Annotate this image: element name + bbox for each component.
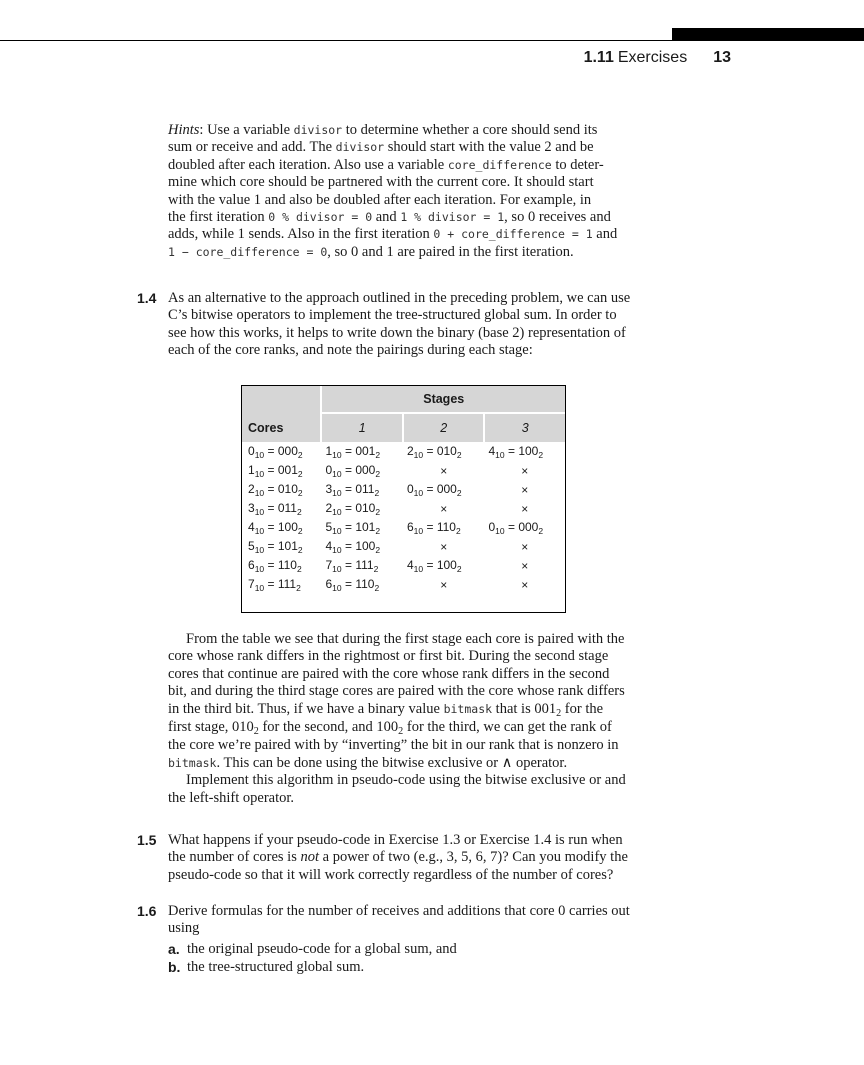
binary-value: 010 [277,482,298,496]
subscript: 2 [398,726,404,738]
decimal-value: 0 [248,444,255,458]
decimal-value: 0 [406,482,414,496]
table-row [242,537,565,556]
partner-cell: $0_{10} = 000_2$ [325,463,381,479]
decimal-value: 4 [248,520,255,534]
text-run: doubled after each iteration. Also use a variable [168,156,448,173]
header-rule [0,40,864,41]
text-line: cores that continue are paired with the core whose rank differs in the second [168,665,610,682]
pairing-table [241,385,566,613]
code-expression: 0 % divisor = 0 [268,210,373,225]
no-pair-cell: × [521,539,529,554]
decimal-value: 4 [488,444,496,458]
text-run: the number of cores is [168,849,301,866]
exercise-number: 1.5 [137,832,157,848]
list-label-a: a. [168,941,180,957]
decimal-value: 1 [248,463,255,477]
binary-value: 100 [518,444,539,458]
stage-1-header: 1 [321,413,403,442]
text-line: Derive formulas for the number of receives and additions that core 0 carries out [168,903,630,919]
list-item-b: the tree-structured global sum. [187,959,365,975]
core-rank-cell: $3_{10} = 011_2$ [248,501,302,517]
binary-value: 101 [277,539,298,553]
hints-line: mine which core should be partnered with the current core. It should start [168,174,594,191]
text-run: that is 001 [492,700,557,717]
text-line: each of the core ranks, and note the pairings during each stage: [168,342,533,359]
no-pair-cell: × [521,558,529,573]
hints-line [168,244,672,261]
text-line: the left-shift operator. [168,789,295,806]
text-run: and [592,226,618,243]
decimal-value: 7 [325,558,333,572]
partner-cell: $0_{10} = 000_2$ [488,520,544,536]
header-spacer [242,386,321,413]
binary-value: 010 [355,501,376,515]
table-row [242,461,565,480]
binary-value: 111 [277,577,297,591]
decimal-value: 6 [325,577,333,591]
code-expression: 1 − core_difference = 0 [168,244,328,259]
text-run: adds, while 1 sends. Also in the first iteration [168,226,434,243]
text-run: for the [561,700,604,717]
partner-cell: $4_{10} = 100_2$ [488,444,544,460]
core-rank-cell: $5_{10} = 101_2$ [248,539,303,555]
exercise-1-5-text [168,832,672,884]
text-run: in the third bit. Thus, if we have a binary value [168,700,444,717]
text-line [168,849,672,866]
text-line: What happens if your pseudo-code in Exercise 1.3 or Exercise 1.4 is run when [168,832,623,848]
core-rank-cell: $1_{10} = 001_2$ [248,463,303,479]
subscript: 2 [556,707,562,719]
decimal-value: 5 [325,520,333,534]
cores-header: Cores [242,413,321,442]
text-line [168,701,672,719]
binary-value: 000 [518,520,539,534]
hints-paragraph [168,122,672,261]
binary-value: 110 [436,520,456,534]
table-row [242,575,565,594]
binary-value: 010 [436,444,457,458]
text-line: bit, and during the third stage cores are paired with the core whose rank differs [168,683,625,700]
binary-value: 011 [355,482,375,496]
text-line: see how this works, it helps to write down the binary (base 2) representation of [168,324,626,341]
text-line: C’s bitwise operators to implement the tree-structured global sum. In order to [168,307,617,324]
text-line [168,755,672,772]
text-run: the first iteration [168,209,269,226]
no-pair-cell: × [440,501,448,516]
partner-cell: $4_{10} = 100_2$ [406,558,462,574]
text-line: From the table we see that during the first stage each core is paired with the [186,631,625,647]
code-bitmask: bitmask [443,701,493,716]
exercise-1-6-text [168,903,672,938]
decimal-value: 2 [406,444,414,458]
text-run: for the third, we can get the rank of [403,719,612,736]
subscript: 2 [253,726,259,738]
decimal-value: 3 [325,482,333,496]
partner-cell: $6_{10} = 110_2$ [325,577,380,593]
stage-3-header: 3 [484,413,565,442]
hints-line [168,157,672,174]
no-pair-cell: × [440,463,448,478]
hints-line [168,139,672,156]
no-pair-cell: × [440,577,448,592]
text-run: sum or receive and add. The [168,139,336,156]
text-line: the core we’re paired with by “inverting” the bit in our rank that is nonzero in [168,737,619,754]
decimal-value: 0 [488,520,496,534]
text-run: should start with the value 2 and be [384,139,594,156]
binary-value: 011 [277,501,297,515]
section-number: 1.11 [583,49,614,66]
decimal-value: 2 [248,482,255,496]
code-divisor: divisor [293,123,343,137]
no-pair-cell: × [521,501,529,516]
binary-value: 000 [277,444,298,458]
table-row [242,518,565,537]
binary-value: 100 [355,539,376,553]
partner-cell: $6_{10} = 110_2$ [406,520,461,536]
text-run: , so 0 receives and [504,209,611,226]
text-run: a power of two (e.g., 3, 5, 6, 7)? Can you modify the [319,849,628,866]
partner-cell: $2_{10} = 010_2$ [406,444,462,460]
text-line: pseudo-code so that it will work correctly regardless of the number of cores? [168,866,614,883]
text-line: core whose rank differs in the rightmost or first bit. During the second stage [168,648,609,665]
section-title: Exercises [617,49,688,66]
list-item-a: the original pseudo-code for a global sum, and [187,941,457,957]
core-rank-cell: $7_{10} = 111_2$ [248,577,301,593]
binary-value: 001 [355,444,376,458]
binary-value: 001 [277,463,298,477]
decimal-value: 4 [325,539,333,553]
exercise-1-4-text [168,290,672,360]
partner-cell: $7_{10} = 111_2$ [325,558,379,574]
decimal-value: 1 [325,444,333,458]
text-run: to determine whether a core should send its [342,122,598,138]
stage-2-header: 2 [403,413,485,442]
no-pair-cell: × [521,463,529,478]
hints-line [168,209,672,226]
code-expression: 1 % divisor = 1 [400,210,505,225]
stages-header: Stages [321,386,565,413]
table-row [242,442,565,461]
code-divisor: divisor [335,140,385,155]
text-line [168,719,672,737]
decimal-value: 4 [406,558,414,572]
core-rank-cell: $6_{10} = 110_2$ [248,558,302,574]
text-run: . This can be done using the bitwise exclusive or ∧ operator. [216,754,568,771]
decimal-value: 0 [325,463,333,477]
text-run: to deter- [551,156,604,173]
partner-cell: $4_{10} = 100_2$ [325,539,381,555]
text-run: , so 0 and 1 are paired in the first iteration. [327,243,574,260]
binary-value: 000 [436,482,457,496]
binary-value: 100 [277,520,298,534]
core-rank-cell: $4_{10} = 100_2$ [248,520,303,536]
text-run: : Use a variable [199,122,294,138]
core-rank-cell: $0_{10} = 000_2$ [248,444,303,460]
hints-line [168,122,672,139]
stages-table [242,386,565,594]
binary-value: 110 [277,558,297,572]
decimal-value: 2 [325,501,333,515]
text-line: As an alternative to the approach outlined in the preceding problem, we can use [168,290,631,306]
partner-cell: $3_{10} = 011_2$ [325,482,380,498]
decimal-value: 3 [248,501,255,515]
binary-value: 110 [355,577,375,591]
page-number: 13 [713,49,731,66]
text-run: first stage, 010 [168,719,254,736]
exercise-number: 1.4 [137,290,157,306]
decimal-value: 5 [248,539,255,553]
hints-line [168,226,672,243]
partner-cell: $2_{10} = 010_2$ [325,501,381,517]
table-row [242,499,565,518]
decimal-value: 7 [248,577,255,591]
code-bitmask: bitmask [168,755,217,770]
decimal-value: 6 [248,558,255,572]
core-rank-cell: $2_{10} = 010_2$ [248,482,303,498]
binary-value: 101 [355,520,376,534]
decimal-value: 6 [406,520,414,534]
no-pair-cell: × [521,482,529,497]
exercise-number: 1.6 [137,903,157,919]
code-expression: 0 + core_difference = 1 [433,227,593,242]
table-body [242,442,565,594]
text-run: and [372,209,401,226]
code-core-difference: core_difference [447,157,552,172]
table-row [242,480,565,499]
binary-value: 111 [355,558,374,572]
text-line: Implement this algorithm in pseudo-code using the bitwise exclusive or and [186,772,626,789]
binary-value: 000 [355,463,376,477]
partner-cell: $5_{10} = 101_2$ [325,520,381,536]
running-head [500,47,731,69]
after-table-paragraph [168,631,672,807]
emphasis: not [300,849,320,866]
hints-line: with the value 1 and also be doubled after each iteration. For example, in [168,191,592,208]
partner-cell: $0_{10} = 000_2$ [406,482,462,498]
text-line: using [168,920,200,937]
no-pair-cell: × [440,539,448,554]
list-label-b: b. [168,959,181,975]
table-row [242,556,565,575]
hints-label: Hints [168,122,200,138]
text-run: for the second, and 100 [258,719,399,736]
no-pair-cell: × [521,577,529,592]
binary-value: 100 [436,558,457,572]
partner-cell: $1_{10} = 001_2$ [325,444,381,460]
